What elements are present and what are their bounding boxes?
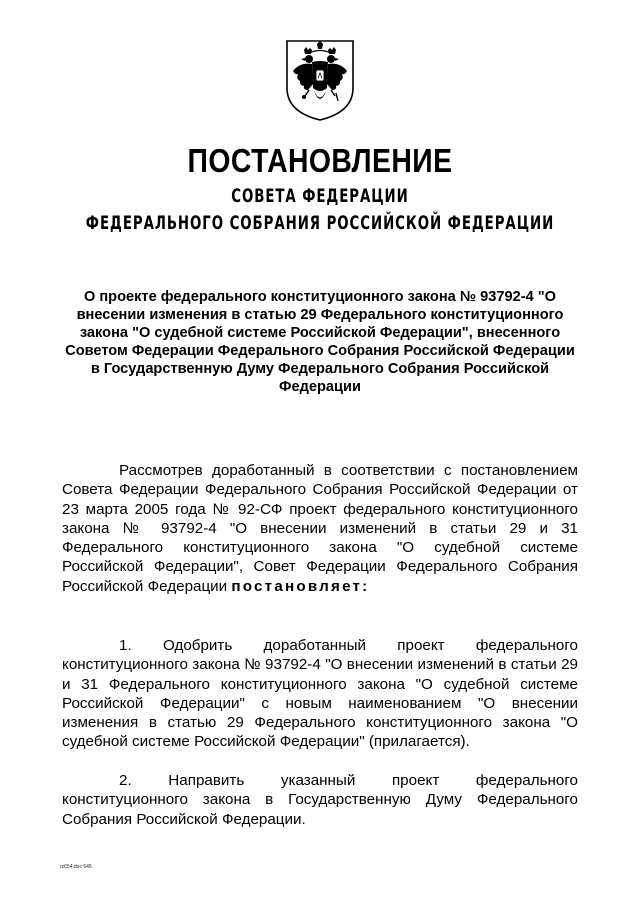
issuer-line-1: СОВЕТА ФЕДЕРАЦИИ [231, 185, 409, 207]
preamble-paragraph [62, 461, 578, 596]
issuer-line-2: ФЕДЕРАЛЬНОГО СОБРАНИЯ РОССИЙСКОЙ ФЕДЕРАЦИИ [85, 212, 555, 234]
resolution-item-2: 2. Направить указанный проект федерального конституционного закона в Государственную Думу Федерального Собрания Российской Федерации. [62, 772, 578, 828]
resolution-word: постановляет: [231, 577, 370, 595]
document-code: rz654.doc 645 [60, 864, 92, 870]
resolution-item-1: 1. Одобрить доработанный проект федерального конституционного закона № 93792-4 "О внесении изменений в статьи 29 и 31 Федерального конституционного закона "О судебной системе Российской Федерации" с новым наименованием "О внесении изменения в статью 29 Федерального конституционного закона "О судебной системе Российской Федерации" (прилагается). [62, 637, 578, 751]
coat-of-arms-emblem [284, 38, 356, 122]
document-subject: О проекте федерального конституционного закона № 93792-4 "О внесении изменения в статью 29 Федерального конституционного закона "О судебной системе Российской Федерации", внесенного Советом Федерации Федерального Собрания Российской Федерации в Государственную Думу Федерального Собрания Российской Федерации [65, 289, 575, 395]
preamble-text: Рассмотрев доработанный в соответствии с постановлением Совета Федерации Федерального Собрания Российской Федерации от 23 марта 2005 года № 92-СФ проект федерального конституционного закона № 93792-4 "О внесении изменений в статьи 29 и 31 Федерального конституционного закона "О судебной системе Российской Федерации", Совет Федерации Федерального Собрания Российской Федерации [62, 462, 578, 595]
document-title: ПОСТАНОВЛЕНИЕ [187, 142, 453, 179]
double-headed-eagle-icon [284, 38, 356, 122]
